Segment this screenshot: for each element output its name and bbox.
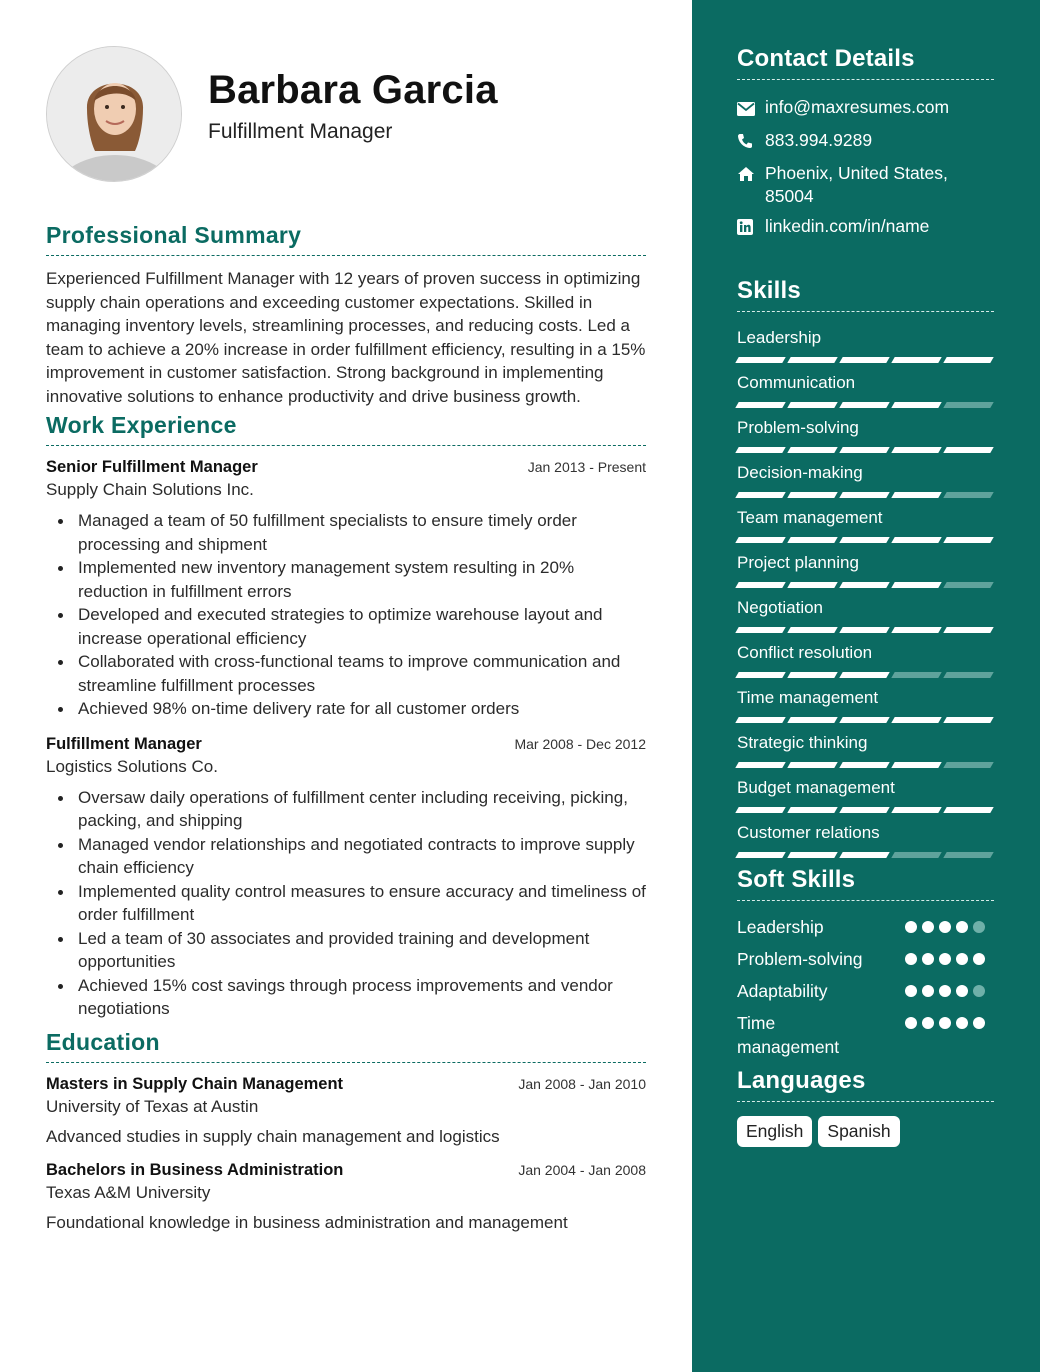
skill-level-segment bbox=[891, 672, 941, 678]
skill-level-segment bbox=[891, 852, 941, 858]
skill-level-bar bbox=[737, 852, 994, 858]
skill-level-segment bbox=[943, 537, 993, 543]
job-date: Jan 2013 - Present bbox=[527, 459, 646, 475]
home-icon bbox=[737, 162, 765, 188]
skill-level-bar bbox=[737, 492, 994, 498]
skill-level-segment bbox=[839, 717, 889, 723]
skill-item bbox=[737, 553, 994, 588]
rating-dot bbox=[939, 985, 951, 997]
address-text: Phoenix, United States, 85004 bbox=[765, 163, 948, 206]
candidate-title: Fulfillment Manager bbox=[208, 120, 393, 143]
skill-level-segment bbox=[839, 447, 889, 453]
experience-section bbox=[46, 412, 646, 1021]
soft-skill-rating bbox=[905, 915, 985, 933]
bullet-item: Managed a team of 50 fulfillment specialists to ensure timely order processing and shipment bbox=[46, 509, 646, 556]
bullet-item: Oversaw daily operations of fulfillment center including receiving, picking, packing, and shipping bbox=[46, 786, 646, 833]
skill-name: Problem-solving bbox=[737, 418, 859, 437]
skill-item bbox=[737, 688, 994, 723]
education-date: Jan 2004 - Jan 2008 bbox=[518, 1161, 646, 1178]
bullet-item: Developed and executed strategies to optimize warehouse layout and increase operational efficiency bbox=[46, 603, 646, 650]
skill-name: Decision-making bbox=[737, 463, 863, 482]
skill-level-segment bbox=[787, 357, 837, 363]
skill-item bbox=[737, 508, 994, 543]
skill-level-segment bbox=[891, 762, 941, 768]
skill-level-segment bbox=[839, 537, 889, 543]
skill-item bbox=[737, 643, 994, 678]
skill-level-segment bbox=[735, 627, 785, 633]
job-entry bbox=[46, 458, 646, 721]
education-entry bbox=[46, 1161, 646, 1233]
education-entry bbox=[46, 1075, 646, 1147]
rating-dot bbox=[956, 1017, 968, 1029]
skill-level-segment bbox=[787, 852, 837, 858]
skill-level-segment bbox=[735, 582, 785, 588]
bullet-item: Led a team of 30 associates and provided training and development opportunities bbox=[46, 927, 646, 974]
bullet-item: Managed vendor relationships and negotiated contracts to improve supply chain efficiency bbox=[46, 833, 646, 880]
languages-heading: Languages bbox=[737, 1067, 994, 1102]
job-entry bbox=[46, 735, 646, 1021]
soft-skills-heading: Soft Skills bbox=[737, 866, 994, 901]
skill-item bbox=[737, 733, 994, 768]
skill-level-segment bbox=[787, 627, 837, 633]
skills-section bbox=[737, 277, 994, 858]
job-bullets bbox=[46, 786, 646, 1021]
skill-name: Communication bbox=[737, 373, 856, 392]
job-bullets bbox=[46, 509, 646, 721]
skill-level-segment bbox=[735, 447, 785, 453]
skill-level-segment bbox=[839, 627, 889, 633]
skill-name: Negotiation bbox=[737, 598, 824, 617]
languages-list bbox=[737, 1116, 994, 1147]
rating-dot bbox=[905, 953, 917, 965]
soft-skill-name: Leadership bbox=[737, 917, 824, 937]
skill-level-segment bbox=[891, 492, 941, 498]
skill-level-segment bbox=[943, 357, 993, 363]
skill-level-bar bbox=[737, 807, 994, 813]
contact-section bbox=[737, 45, 994, 241]
skill-level-bar bbox=[737, 537, 994, 543]
skill-level-segment bbox=[891, 357, 941, 363]
skill-name: Budget management bbox=[737, 778, 895, 797]
rating-dot bbox=[939, 921, 951, 933]
bullet-item: Collaborated with cross-functional teams to improve communication and streamline fulfillment processes bbox=[46, 650, 646, 697]
degree-title: Bachelors in Business Administration bbox=[46, 1160, 344, 1179]
profile-photo bbox=[46, 46, 182, 182]
skill-level-segment bbox=[839, 852, 889, 858]
summary-section bbox=[46, 222, 646, 408]
skill-level-segment bbox=[839, 672, 889, 678]
skill-name: Team management bbox=[737, 508, 883, 527]
skill-level-segment bbox=[735, 717, 785, 723]
skill-level-segment bbox=[787, 492, 837, 498]
skill-name: Leadership bbox=[737, 328, 822, 347]
rating-dot bbox=[922, 985, 934, 997]
rating-dot bbox=[939, 1017, 951, 1029]
skill-level-segment bbox=[787, 762, 837, 768]
job-date: Mar 2008 - Dec 2012 bbox=[514, 735, 646, 752]
resume-header bbox=[46, 0, 646, 196]
skill-level-segment bbox=[839, 807, 889, 813]
contact-address bbox=[737, 162, 994, 208]
skill-name: Conflict resolution bbox=[737, 643, 873, 662]
education-heading: Education bbox=[46, 1029, 646, 1063]
avatar-illustration bbox=[47, 47, 182, 182]
bullet-item: Achieved 98% on-time delivery rate for all customer orders bbox=[46, 697, 646, 721]
skill-level-segment bbox=[891, 537, 941, 543]
skill-level-segment bbox=[735, 402, 785, 408]
soft-skill-name: Adaptability bbox=[737, 981, 828, 1001]
skill-level-segment bbox=[943, 492, 993, 498]
education-section bbox=[46, 1029, 646, 1233]
skills-list bbox=[737, 328, 994, 858]
summary-heading: Professional Summary bbox=[46, 222, 646, 256]
job-company: Logistics Solutions Co. bbox=[46, 756, 218, 776]
skill-level-segment bbox=[891, 582, 941, 588]
language-chip: Spanish bbox=[818, 1116, 899, 1147]
job-company: Supply Chain Solutions Inc. bbox=[46, 480, 254, 499]
skill-name: Customer relations bbox=[737, 823, 880, 842]
skill-level-segment bbox=[787, 537, 837, 543]
phone-icon bbox=[737, 129, 765, 155]
rating-dot bbox=[973, 1017, 985, 1029]
soft-skill-rating bbox=[905, 947, 985, 965]
skill-level-segment bbox=[943, 717, 993, 723]
contact-phone bbox=[737, 129, 994, 155]
skill-level-segment bbox=[891, 807, 941, 813]
skill-level-segment bbox=[839, 357, 889, 363]
soft-skill-item bbox=[737, 947, 994, 971]
skill-level-segment bbox=[891, 717, 941, 723]
skill-level-segment bbox=[735, 492, 785, 498]
skill-level-segment bbox=[787, 807, 837, 813]
skill-level-segment bbox=[839, 492, 889, 498]
skill-level-segment bbox=[891, 447, 941, 453]
rating-dot bbox=[905, 985, 917, 997]
education-description: Advanced studies in supply chain management and logistics bbox=[46, 1126, 500, 1146]
soft-skill-item bbox=[737, 1011, 994, 1059]
skill-level-segment bbox=[787, 672, 837, 678]
rating-dot bbox=[922, 953, 934, 965]
sidebar bbox=[692, 0, 1040, 1372]
soft-skill-item bbox=[737, 915, 994, 939]
skill-level-segment bbox=[735, 537, 785, 543]
skill-level-segment bbox=[787, 402, 837, 408]
skill-item bbox=[737, 328, 994, 363]
soft-skill-rating bbox=[905, 979, 985, 997]
skill-level-segment bbox=[839, 582, 889, 588]
soft-skill-name: Problem-solving bbox=[737, 949, 863, 969]
contact-linkedin bbox=[737, 215, 994, 241]
rating-dot bbox=[973, 921, 985, 933]
rating-dot bbox=[973, 985, 985, 997]
skill-item bbox=[737, 463, 994, 498]
skill-level-bar bbox=[737, 672, 994, 678]
skill-item bbox=[737, 778, 994, 813]
candidate-name: Barbara Garcia bbox=[208, 68, 498, 112]
skill-level-segment bbox=[735, 852, 785, 858]
summary-text: Experienced Fulfillment Manager with 12 years of proven success in optimizing supply chain operations and exceeding customer expectations. Skilled in managing inventory levels, streamlining processes, and reducing costs. Led a team to achieve a 20% increase in order fulfillment efficiency, resulting in a 15% improvement in customer satisfaction. Strong background in implementing innovative solutions to enhance productivity and drive business growth. bbox=[46, 269, 646, 406]
job-title: Senior Fulfillment Manager bbox=[46, 458, 258, 476]
skill-level-bar bbox=[737, 627, 994, 633]
phone-number[interactable]: 883.994.9289 bbox=[765, 130, 873, 150]
skill-level-segment bbox=[943, 447, 993, 453]
education-description: Foundational knowledge in business administration and management bbox=[46, 1212, 568, 1232]
rating-dot bbox=[956, 921, 968, 933]
skills-heading: Skills bbox=[737, 277, 994, 312]
skill-level-bar bbox=[737, 762, 994, 768]
contact-heading: Contact Details bbox=[737, 45, 994, 80]
language-chip: English bbox=[737, 1116, 812, 1147]
bullet-item: Implemented quality control measures to ensure accuracy and timeliness of order fulfillment bbox=[46, 880, 646, 927]
rating-dot bbox=[956, 953, 968, 965]
linkedin-link[interactable]: linkedin.com/in/name bbox=[765, 216, 930, 236]
skill-level-segment bbox=[943, 582, 993, 588]
soft-skills-section bbox=[737, 866, 994, 1059]
rating-dot bbox=[922, 1017, 934, 1029]
skill-level-segment bbox=[735, 672, 785, 678]
skill-level-segment bbox=[891, 627, 941, 633]
skill-name: Strategic thinking bbox=[737, 733, 868, 752]
bullet-item: Implemented new inventory management system resulting in 20% reduction in fulfillment errors bbox=[46, 556, 646, 603]
soft-skill-item bbox=[737, 979, 994, 1003]
skill-level-bar bbox=[737, 357, 994, 363]
soft-skill-rating bbox=[905, 1011, 985, 1029]
skill-level-segment bbox=[943, 402, 993, 408]
job-title: Fulfillment Manager bbox=[46, 734, 202, 753]
email-link[interactable]: info@maxresumes.com bbox=[765, 97, 950, 117]
skill-item bbox=[737, 373, 994, 408]
soft-skill-name: Time management bbox=[737, 1013, 840, 1057]
rating-dot bbox=[939, 953, 951, 965]
skill-level-segment bbox=[839, 402, 889, 408]
skill-level-segment bbox=[735, 357, 785, 363]
skill-level-segment bbox=[943, 672, 993, 678]
skill-level-segment bbox=[839, 762, 889, 768]
skill-level-segment bbox=[891, 402, 941, 408]
languages-section bbox=[737, 1067, 994, 1147]
skill-level-segment bbox=[943, 762, 993, 768]
skill-item bbox=[737, 418, 994, 453]
degree-title: Masters in Supply Chain Management bbox=[46, 1074, 344, 1093]
school-name: Texas A&M University bbox=[46, 1182, 211, 1202]
skill-level-segment bbox=[735, 807, 785, 813]
skill-level-segment bbox=[787, 582, 837, 588]
skill-name: Time management bbox=[737, 688, 879, 707]
school-name: University of Texas at Austin bbox=[46, 1096, 259, 1116]
skill-level-segment bbox=[787, 717, 837, 723]
skill-level-segment bbox=[943, 627, 993, 633]
skill-level-bar bbox=[737, 402, 994, 408]
bullet-item: Achieved 15% cost savings through process improvements and vendor negotiations bbox=[46, 974, 646, 1021]
rating-dot bbox=[973, 953, 985, 965]
skill-level-segment bbox=[787, 447, 837, 453]
contact-email bbox=[737, 96, 994, 122]
rating-dot bbox=[956, 985, 968, 997]
skill-level-segment bbox=[943, 852, 993, 858]
skill-level-bar bbox=[737, 717, 994, 723]
skill-item bbox=[737, 598, 994, 633]
skill-name: Project planning bbox=[737, 553, 859, 572]
rating-dot bbox=[905, 921, 917, 933]
experience-heading: Work Experience bbox=[46, 412, 646, 446]
education-date: Jan 2008 - Jan 2010 bbox=[518, 1075, 646, 1092]
skill-level-segment bbox=[943, 807, 993, 813]
envelope-icon bbox=[737, 96, 765, 122]
rating-dot bbox=[922, 921, 934, 933]
rating-dot bbox=[905, 1017, 917, 1029]
skill-level-bar bbox=[737, 582, 994, 588]
skill-level-segment bbox=[735, 762, 785, 768]
linkedin-icon bbox=[737, 215, 765, 241]
skill-item bbox=[737, 823, 994, 858]
skill-level-bar bbox=[737, 447, 994, 453]
soft-skills-list bbox=[737, 915, 994, 1059]
